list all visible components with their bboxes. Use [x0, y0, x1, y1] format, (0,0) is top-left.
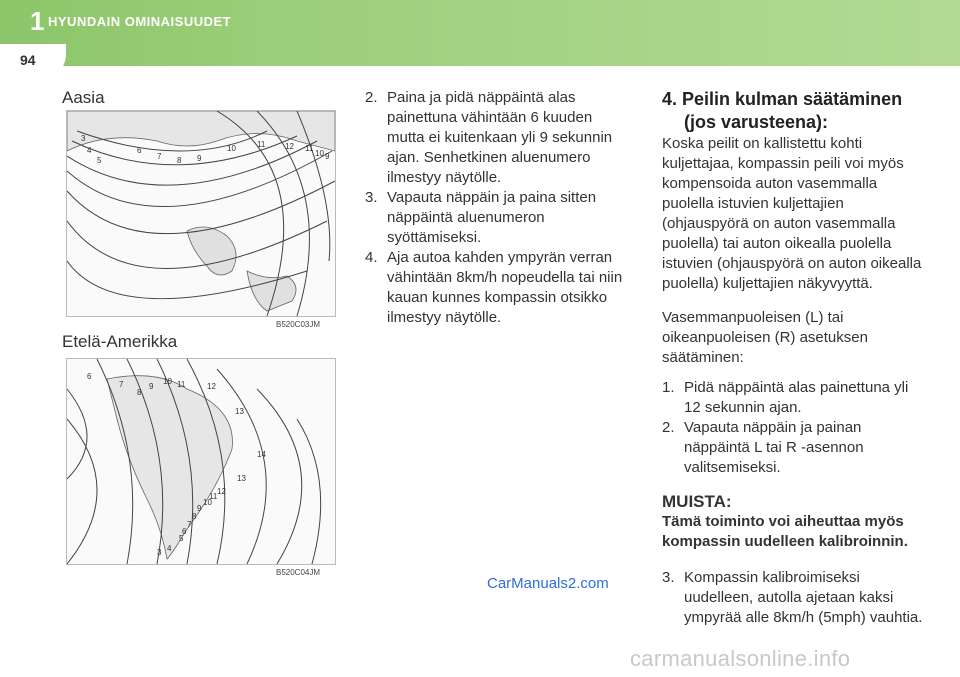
zone-number-label: 13 — [235, 407, 244, 416]
zone-number-label: 7 — [187, 520, 192, 529]
chapter-header-band — [0, 0, 960, 66]
list-item-text: Vapauta näppäin ja paina sitten näppäintä aluenumeron syöttämiseksi. — [387, 189, 597, 246]
list-item — [365, 188, 630, 248]
zone-number-label: 10 — [163, 377, 172, 386]
step-number: 1. — [662, 379, 675, 396]
list-item — [365, 248, 630, 328]
map-title-south-america: Etelä-Amerikka — [62, 332, 178, 351]
zone-number-label: 10 — [315, 149, 324, 158]
list-item-number: 4. — [365, 249, 378, 266]
note-title: MUISTA: — [662, 492, 732, 511]
map-code-south-america: B520C04JM — [276, 568, 321, 577]
map-title-asia: Aasia — [62, 88, 105, 107]
zone-number-label: 14 — [257, 450, 266, 459]
zone-number-label: 4 — [167, 544, 172, 553]
step-text: Pidä näppäintä alas painettuna yli 12 sekunnin ajan. — [684, 379, 909, 416]
chapter-number: 1 — [30, 6, 45, 36]
zone-number-label: 8 — [177, 156, 182, 165]
zone-number-label: 11 — [305, 144, 314, 153]
step-number: 3. — [662, 569, 675, 586]
step-item — [662, 568, 927, 628]
zone-number-label: 9 — [197, 154, 202, 163]
step-text: Kompassin kalibroimiseksi uudelleen, autolla ajetaan kaksi ympyrää alle 8km/h (5mph) vauhtia. — [684, 569, 923, 626]
zone-number-label: 12 — [285, 142, 294, 151]
section-sub-intro: Vasemmanpuoleisen (L) tai oikeanpuoleisen (R) asetuksen säätäminen: — [662, 309, 868, 366]
zone-number-label: 9 — [325, 152, 330, 161]
zone-number-label: 11 — [209, 492, 218, 501]
chapter-title: HYUNDAIN OMINAISUUDET — [48, 14, 232, 29]
map-code-asia: B520C03JM — [276, 320, 321, 329]
right-column — [662, 88, 927, 628]
zone-number-label: 8 — [137, 388, 142, 397]
zone-number-label: 3 — [81, 134, 86, 143]
south-america-map-drawing — [67, 359, 335, 564]
list-item-text: Paina ja pidä näppäintä alas painettuna vähintään 6 kuuden mutta ei kuitenkaan yli 9 sekunnin ajan. Senhetkinen aluenumero ilmestyy näytölle. — [387, 89, 613, 186]
zone-number-label: 6 — [182, 527, 187, 536]
list-item-number: 3. — [365, 189, 378, 206]
carmanuals-link[interactable]: CarManuals2.com — [487, 575, 609, 592]
section-subtitle: (jos varusteena): — [684, 112, 829, 132]
south-america-zone-map — [66, 358, 336, 565]
zone-number-label: 6 — [87, 372, 92, 381]
zone-number-label: 5 — [179, 534, 184, 543]
list-item-text: Aja autoa kahden ympyrän verran vähintään 8km/h nopeudella tai niin kauan kunnes kompassin otsikko ilmestyy näytölle. — [387, 249, 623, 326]
zone-number-label: 4 — [87, 146, 92, 155]
section-intro: Koska peilit on kallistettu kohti kuljettajaa, kompassin peili voi myös kompensoida auton vasemmalla puolella istuvien kuljettajien (ohjauspyörä on auton vasemmalla puolella) tai auton oikealla puolella istuvien (ohjauspyörä on auton oikealla puolella) kuljettajien näkyvyyttä. — [662, 135, 922, 292]
note-text: Tämä toiminto voi aiheuttaa myös kompassin uudelleen kalibroinnin. — [662, 513, 908, 550]
zone-number-label: 10 — [227, 144, 236, 153]
list-item — [365, 88, 630, 188]
zone-number-label: 13 — [237, 474, 246, 483]
zone-number-label: 3 — [157, 548, 162, 557]
zone-number-label: 6 — [137, 146, 142, 155]
step-item — [662, 418, 927, 478]
page-number: 94 — [20, 52, 36, 68]
zone-number-label: 11 — [177, 380, 186, 389]
list-item-number: 2. — [365, 89, 378, 106]
zone-number-label: 7 — [119, 380, 124, 389]
zone-number-label: 11 — [257, 140, 266, 149]
middle-column — [365, 88, 630, 328]
asia-zone-map — [66, 110, 336, 317]
zone-number-label: 8 — [192, 512, 197, 521]
zone-number-label: 7 — [157, 152, 162, 161]
zone-number-label: 5 — [97, 156, 102, 165]
zone-number-label: 12 — [207, 382, 216, 391]
zone-number-label: 9 — [197, 504, 202, 513]
zone-number-label: 10 — [203, 498, 212, 507]
step-text: Vapauta näppäin ja painan näppäintä L tai R -asennon valitsemiseksi. — [684, 419, 864, 476]
step-number: 2. — [662, 419, 675, 436]
site-watermark: carmanualsonline.info — [630, 646, 851, 671]
zone-number-label: 12 — [217, 487, 226, 496]
section-title: 4. Peilin kulman säätäminen — [662, 89, 903, 109]
step-item — [662, 378, 927, 418]
zone-number-label: 9 — [149, 382, 154, 391]
asia-map-drawing — [67, 111, 335, 316]
